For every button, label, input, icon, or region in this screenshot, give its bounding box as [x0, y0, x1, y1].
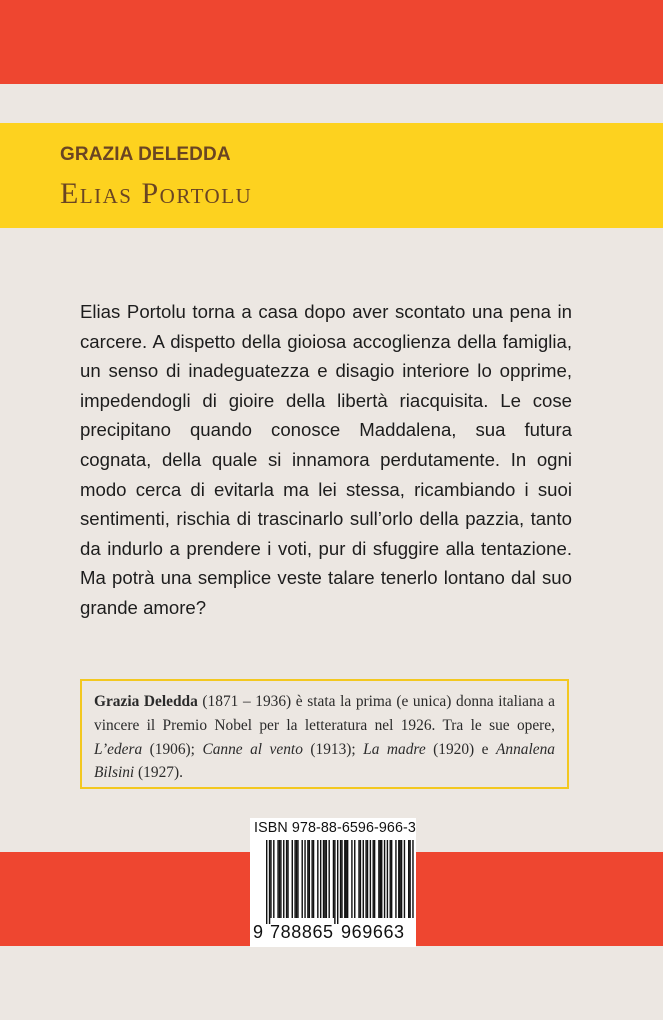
barcode-bar [381, 840, 382, 918]
barcode-bar [370, 840, 371, 918]
top-red-band [0, 0, 663, 84]
barcode-bar [398, 840, 399, 918]
barcode-bar [324, 840, 325, 918]
bio-work-year: (1906); [142, 740, 203, 758]
barcode-bar [399, 840, 400, 918]
barcode-bar [309, 840, 310, 918]
barcode-bar [283, 840, 284, 918]
author-bio-box [80, 679, 569, 789]
barcode-bar [279, 840, 280, 918]
barcode-bar [360, 840, 361, 918]
barcode-bar [320, 840, 321, 918]
bio-intro: (1871 – 1936) è stata la prima (e unica) donna italiana a vincere il Premio Nobel per la letteratura nel 1926. Tra le sue opere, [94, 693, 555, 734]
barcode-bar [409, 840, 410, 918]
barcode-digit-group: 969663 [341, 922, 405, 942]
barcode-bar [294, 840, 295, 918]
barcode-bar [395, 840, 396, 918]
barcode-bar [292, 840, 293, 918]
author-bio [94, 690, 555, 785]
barcode-bar [326, 840, 327, 918]
barcode-bar [307, 840, 308, 918]
bio-work-year: (1927). [134, 764, 183, 782]
bio-author-name: Grazia Deledda [94, 693, 198, 710]
barcode-bar [297, 840, 298, 918]
title-band [0, 123, 663, 228]
bio-work-title: L’edera [94, 740, 143, 758]
barcode-bar [404, 840, 405, 918]
barcode-bar [334, 840, 335, 924]
barcode-bar [277, 840, 278, 918]
barcode-bar [273, 840, 274, 918]
barcode-digits [250, 922, 416, 944]
barcode-bar [340, 840, 341, 918]
barcode-bar [354, 840, 355, 918]
barcode-bar [266, 840, 267, 924]
barcode-bar [401, 840, 402, 918]
barcode-bar [341, 840, 342, 918]
bio-work-title: Canne al vento [202, 740, 303, 758]
barcode-bar [351, 840, 352, 918]
barcode-bar [412, 840, 413, 918]
barcode-bar [269, 840, 270, 924]
barcode-bar [384, 840, 385, 918]
barcode-bar [347, 840, 348, 918]
barcode-bar [270, 840, 271, 918]
barcode-bar [313, 840, 314, 918]
author-name: GRAZIA DELEDDA [60, 144, 231, 165]
barcode-bar [387, 840, 388, 918]
barcode-bar [337, 840, 338, 924]
barcode-bar [304, 840, 305, 918]
barcode-bar [286, 840, 287, 918]
barcode-bar [373, 840, 374, 918]
book-title: Elias Portolu [60, 177, 253, 210]
barcode-bar [287, 840, 288, 918]
barcode-bars-icon [250, 838, 416, 924]
barcode-bar [317, 840, 318, 918]
barcode-bar [333, 840, 334, 918]
barcode-bar [302, 840, 303, 918]
barcode-bar [365, 840, 366, 918]
barcode-bar [323, 840, 324, 918]
barcode-bar [380, 840, 381, 918]
barcode-bar [358, 840, 359, 918]
barcode-bar [390, 840, 391, 918]
bio-work-title: La madre [363, 740, 426, 758]
bio-work-year: (1913); [302, 740, 364, 758]
barcode-bar [344, 840, 345, 918]
barcode-bar [378, 840, 379, 918]
barcode-bar [363, 840, 364, 918]
barcode-bar [408, 840, 409, 918]
isbn-label: ISBN 978-88-6596-966-3 [254, 820, 416, 836]
barcode-bar [328, 840, 329, 918]
barcode-first-digit: 9 [253, 922, 264, 942]
bio-work-title: Annalena Bilsini [94, 740, 555, 782]
isbn-barcode [250, 818, 416, 947]
barcode-bar [296, 840, 297, 918]
book-blurb: Elias Portolu torna a casa dopo aver scontato una pena in carcere. A dispetto della gioiosa accoglienza della famiglia, un senso di inadeguatezza e disagio interiore lo opprime, impedendogli di gioire della libertà riacquisita. Le cose precipitano quando conosce Maddalena, sua futura cognata, della quale si innamora perdutamente. In ogni modo cerca di evitarla ma lei stessa, ricambiando i suoi sentimenti, rischia di trascinarlo sull’orlo della pazzia, tanto da indurlo a prendere i voti, pur di sfuggire alla tentazione. Ma potrà una semplice veste talare tenerlo lontano dal suo grande amore? [80, 301, 572, 618]
barcode-bar [346, 840, 347, 918]
barcode-digit-group: 788865 [270, 922, 334, 942]
barcode-bar [391, 840, 392, 918]
barcode-bar [280, 840, 281, 918]
barcode-bar [367, 840, 368, 918]
barcode-bar [311, 840, 312, 918]
bio-work-year: (1920) e [425, 740, 496, 758]
barcode-bar [374, 840, 375, 918]
